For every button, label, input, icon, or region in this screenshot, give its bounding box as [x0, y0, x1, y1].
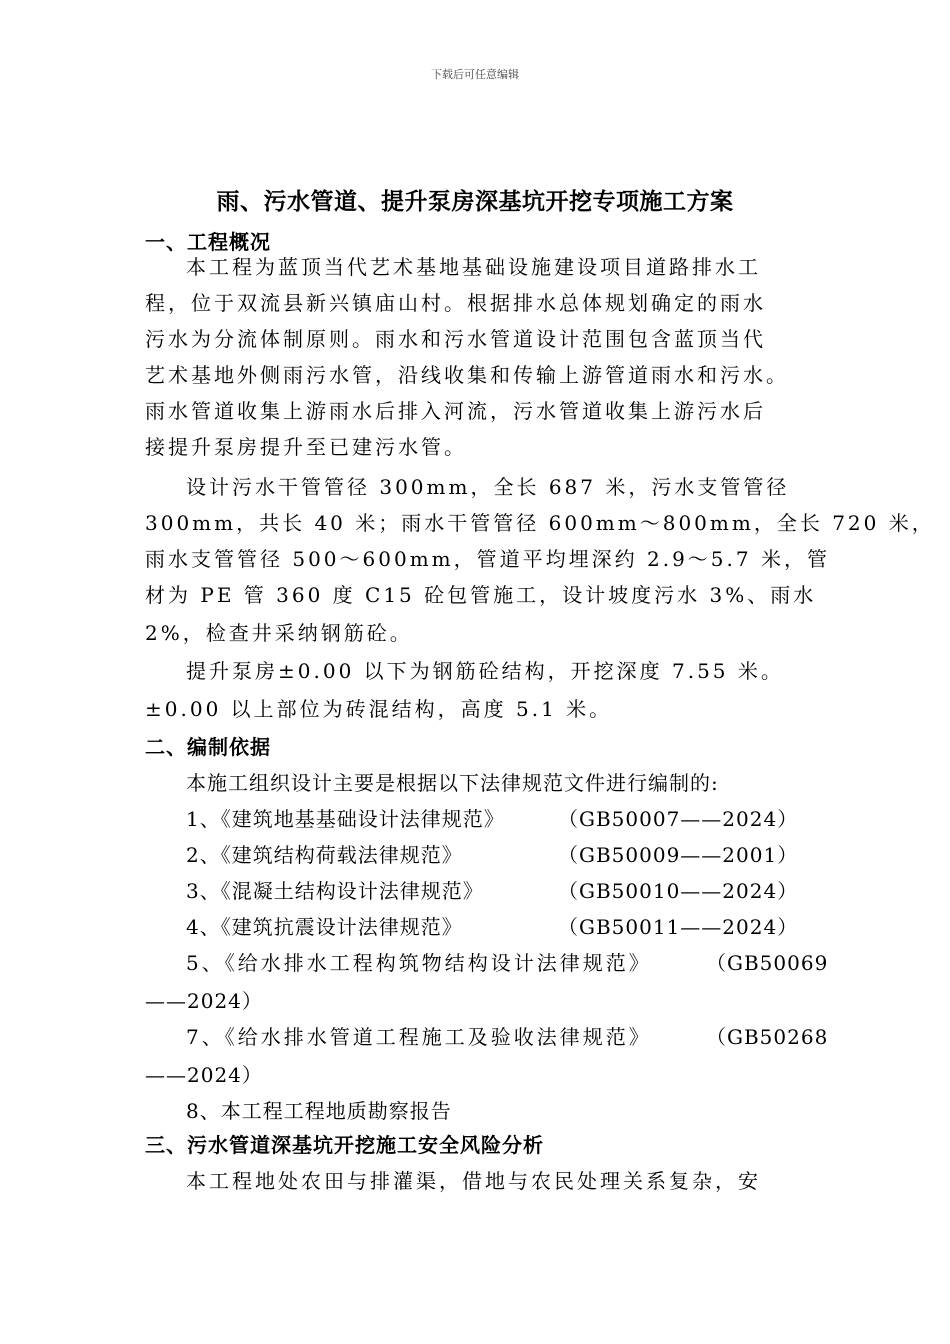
reference-name: 4、《建筑抗震设计法律规范》 — [186, 915, 463, 939]
section-heading-basis: 二、编制依据 — [145, 735, 271, 759]
reference-item-8: 8、本工程工程地质勘察报告 — [186, 1099, 452, 1123]
paragraph-line: ±0.00 以上部位为砖混结构，高度 5.1 米。 — [145, 697, 613, 721]
paragraph-line: 材为 PE 管 360 度 C15 砼包管施工，设计坡度污水 3%、雨水 — [145, 583, 817, 607]
reference-code: （GB50268 — [706, 1025, 829, 1049]
paragraph-line: 本工程地处农田与排灌渠，借地与农民处理关系复杂，安 — [186, 1169, 761, 1193]
paragraph-line: 300mm，共长 40 米；雨水干管管径 600mm～800mm，全长 720 米， — [145, 511, 935, 535]
reference-name: 2、《建筑结构荷载法律规范》 — [186, 843, 463, 867]
reference-code: （GB50069 — [706, 951, 829, 975]
paragraph-line: 本工程为蓝顶当代艺术基地基础设施建设项目道路排水工 — [186, 255, 761, 279]
section-heading-overview: 一、工程概况 — [145, 230, 271, 254]
reference-item — [186, 803, 799, 832]
paragraph-line: 设计污水干管管径 300mm，全长 687 米，污水支管管径 — [186, 475, 790, 499]
paragraph-line: 污水为分流体制原则。雨水和污水管道设计范围包含蓝顶当代 — [145, 327, 766, 351]
paragraph-line: 艺术基地外侧雨污水管，沿线收集和传输上游管道雨水和污水。 — [145, 363, 789, 387]
reference-code: （GB50007——2024） — [558, 807, 799, 831]
page-header: 下载后可任意编辑 — [431, 68, 519, 81]
paragraph-line: 雨水管道收集上游雨水后排入河流，污水管道收集上游污水后 — [145, 399, 766, 423]
reference-code: （GB50009——2001） — [558, 843, 799, 867]
reference-code-continued: ——2024） — [145, 989, 263, 1013]
paragraph-line: 接提升泵房提升至已建污水管。 — [145, 435, 467, 459]
reference-item — [186, 839, 799, 868]
reference-name: 1、《建筑地基基础设计法律规范》 — [186, 807, 505, 831]
reference-item — [186, 875, 799, 904]
paragraph-line: 雨水支管管径 500～600mm，管道平均埋深约 2.9～5.7 米，管 — [145, 547, 830, 571]
reference-item — [186, 911, 799, 940]
document-title: 雨、污水管道、提升泵房深基坑开挖专项施工方案 — [216, 188, 734, 215]
paragraph-line: 提升泵房±0.00 以下为钢筋砼结构，开挖深度 7.55 米。 — [186, 659, 784, 683]
reference-name: 7、《给水排水管道工程施工及验收法律规范》 — [186, 1025, 652, 1049]
section-heading-risk: 三、污水管道深基坑开挖施工安全风险分析 — [145, 1133, 544, 1157]
reference-item — [186, 947, 829, 976]
reference-name: 3、《混凝土结构设计法律规范》 — [186, 879, 484, 903]
basis-intro: 本施工组织设计主要是根据以下法律规范文件进行编制的: — [186, 771, 719, 795]
reference-code-continued: ——2024） — [145, 1063, 263, 1087]
reference-code: （GB50010——2024） — [558, 879, 799, 903]
reference-code: （GB50011——2024） — [558, 915, 799, 939]
paragraph-line: 程，位于双流县新兴镇庙山村。根据排水总体规划确定的雨水 — [145, 291, 766, 315]
reference-name: 5、《给水排水工程构筑物结构设计法律规范》 — [186, 951, 652, 975]
paragraph-line: 2%，检查井采纳钢筋砼。 — [145, 621, 413, 645]
reference-item — [186, 1021, 829, 1050]
